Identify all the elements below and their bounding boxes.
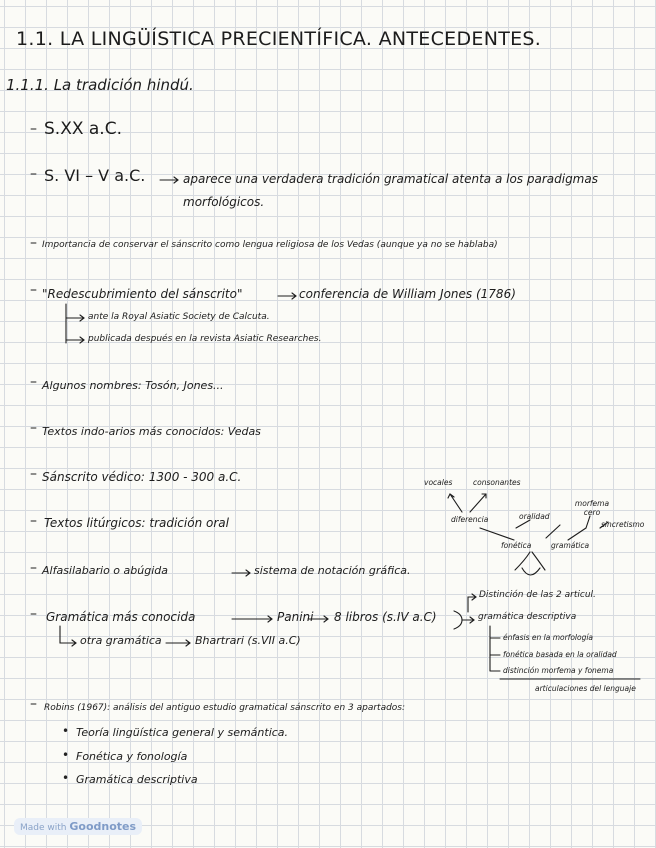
item-liturgicos: Textos litúrgicos: tradición oral bbox=[44, 516, 229, 530]
item-conferencia: conferencia de William Jones (1786) bbox=[299, 287, 516, 301]
diagram-gramatica-descriptiva: gramática descriptiva bbox=[478, 612, 577, 622]
robins-bullet: Gramática descriptiva bbox=[76, 773, 198, 786]
section-subtitle: 1.1.1. La tradición hindú. bbox=[6, 76, 194, 94]
item-bhartrari: Bhartrari (s.VII a.C) bbox=[195, 634, 301, 647]
item-svi-note: aparece una verdadera tradición gramatical atenta a los paradigmas bbox=[183, 172, 598, 186]
item-robins: Robins (1967): análisis del antiguo estudio gramatical sánscrito en 3 apartados: bbox=[44, 703, 406, 713]
diagram-fonetica: fonética bbox=[501, 541, 532, 550]
bullet-dash: – bbox=[30, 560, 37, 576]
bullet-dash: – bbox=[30, 166, 37, 182]
bullet-dot: • bbox=[62, 771, 70, 785]
arrow-icon bbox=[468, 594, 476, 612]
diagram-vocales: vocales bbox=[424, 478, 453, 487]
bullet-dash: – bbox=[30, 374, 37, 390]
item-otra-gramatica: otra gramática bbox=[80, 634, 162, 647]
bullet-dash: – bbox=[30, 466, 37, 482]
item-svi-note-2: morfológicos. bbox=[183, 195, 265, 209]
bullet-dash: – bbox=[30, 696, 37, 712]
item-importancia: Importancia de conservar el sánscrito como lengua religiosa de los Vedas (aunque ya no se hablaba) bbox=[42, 240, 498, 250]
diagram-consonantes: consonantes bbox=[473, 478, 521, 487]
bullet-dash: – bbox=[30, 282, 37, 298]
robins-bullet: Fonética y fonología bbox=[76, 750, 188, 763]
arrow-icon bbox=[308, 616, 328, 622]
split-arrow-icon bbox=[515, 552, 545, 570]
diagram-sincretismo: sincretismo bbox=[601, 520, 645, 529]
diagram-articulaciones: articulaciones del lenguaje bbox=[535, 684, 636, 693]
arrow-icon bbox=[278, 293, 296, 299]
bullet-dot: • bbox=[62, 724, 70, 738]
hook-arrow-icon bbox=[60, 626, 76, 646]
goodnotes-watermark bbox=[14, 818, 142, 835]
bullet-dash: – bbox=[30, 121, 37, 137]
diagram-fonetica-oralidad: fonética basada en la oralidad bbox=[503, 650, 617, 659]
branch-icon bbox=[490, 626, 500, 671]
bullet-dash: – bbox=[30, 420, 37, 436]
bullet-dash: – bbox=[30, 606, 37, 622]
diagram-morfema-cero: morfema cero bbox=[574, 499, 610, 517]
robins-bullet: Teoría lingüística general y semántica. bbox=[76, 726, 289, 739]
arrow-icon bbox=[448, 494, 486, 512]
diagram-oralidad: oralidad bbox=[519, 512, 550, 521]
bullet-dash: – bbox=[30, 235, 37, 251]
arrow-icon bbox=[160, 177, 178, 183]
item-sxx: S.XX a.C. bbox=[44, 119, 122, 139]
item-alfasilabario: Alfasilabario o abúgida bbox=[42, 564, 168, 577]
item-panini: Panini bbox=[277, 610, 314, 624]
watermark-prefix: Made with bbox=[20, 823, 67, 833]
diagram-gramatica: gramática bbox=[551, 541, 590, 550]
bracket-icon bbox=[454, 611, 462, 629]
item-gramatica: Gramática más conocida bbox=[46, 610, 196, 624]
item-redescubrimiento: "Redescubrimiento del sánscrito" bbox=[42, 287, 243, 301]
arrow-icon bbox=[166, 640, 190, 646]
diagram-enfasis: énfasis en la morfología bbox=[503, 633, 594, 642]
item-sanscrito-vedico: Sánscrito védico: 1300 - 300 a.C. bbox=[42, 470, 242, 484]
bullet-dash: – bbox=[30, 513, 37, 529]
item-libros: 8 libros (s.IV a.C) bbox=[334, 610, 437, 624]
item-textos: Textos indo-arios más conocidos: Vedas bbox=[42, 425, 261, 438]
bullet-dot: • bbox=[62, 748, 70, 762]
branch-arrow-icon bbox=[66, 304, 84, 343]
watermark-brand: Goodnotes bbox=[69, 820, 137, 833]
item-ante: ante la Royal Asiatic Society de Calcuta. bbox=[88, 312, 270, 322]
diagram-distincion: Distinción de las 2 articul. bbox=[479, 590, 596, 600]
arrow-icon bbox=[232, 570, 250, 576]
item-sistema: sistema de notación gráfica. bbox=[254, 564, 411, 577]
diagram-distincion-morfema: distinción morfema y fonema bbox=[503, 666, 614, 675]
diagram-diferencia: diferencia bbox=[451, 515, 489, 524]
item-nombres: Algunos nombres: Tosón, Jones... bbox=[42, 379, 224, 392]
page-title: 1.1. LA LINGÜÍSTICA PRECIENTÍFICA. ANTECEDENTES. bbox=[16, 28, 542, 50]
arrow-icon bbox=[232, 616, 272, 622]
item-svi: S. VI – V a.C. bbox=[44, 166, 146, 185]
arrow-icon bbox=[462, 617, 474, 623]
item-publicada: publicada después en la revista Asiatic Researches. bbox=[88, 334, 322, 344]
